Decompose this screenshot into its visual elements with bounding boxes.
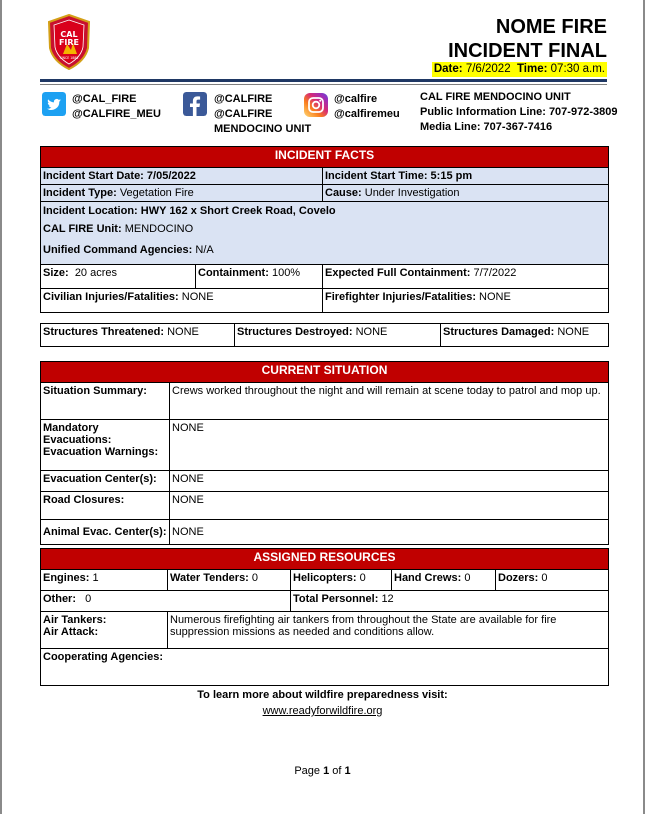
start-date-value: 7/05/2022 <box>146 170 196 182</box>
mandatory-value: NONE <box>170 420 609 471</box>
cause-label: Cause: <box>325 187 362 199</box>
roads-label: Road Closures: <box>41 492 170 520</box>
summary-label: Situation Summary: <box>41 383 170 420</box>
water-value: 0 <box>251 572 259 584</box>
containment-cell <box>196 265 323 289</box>
engines-value: 1 <box>92 572 99 584</box>
structures-table <box>40 323 609 347</box>
structures-damaged-cell <box>441 324 609 347</box>
header-rule-thick <box>40 79 607 82</box>
incident-type-value: Vegetation Fire <box>119 187 194 199</box>
cause-value: Under Investigation <box>364 187 460 199</box>
mandatory-label: Mandatory Evacuations: <box>43 422 112 446</box>
crews-value: 0 <box>464 572 471 584</box>
title-line1: NOME FIRE <box>495 16 607 38</box>
unit-value: MENDOCINO <box>124 223 194 235</box>
other-cell <box>41 591 291 612</box>
page-title <box>448 15 607 63</box>
dozers-cell <box>496 570 609 591</box>
damaged-label: Structures Damaged: <box>443 326 555 338</box>
assigned-resources-header: ASSIGNED RESOURCES <box>41 549 609 570</box>
air-attack-label: Air Attack: <box>43 626 99 638</box>
heli-value: 0 <box>359 572 366 584</box>
size-label: Size: <box>43 267 69 279</box>
public-info-line: Public Information Line: 707-972-3809 <box>420 106 618 118</box>
air-label-cell <box>41 612 168 649</box>
damaged-value: NONE <box>557 326 590 338</box>
civilian-injuries-cell <box>41 289 323 313</box>
start-time-cell <box>323 168 609 185</box>
animal-value: NONE <box>170 520 609 545</box>
centers-value: NONE <box>170 471 609 492</box>
start-date-cell <box>41 168 323 185</box>
dozers-label: Dozers: <box>498 572 539 584</box>
civilian-label: Civilian Injuries/Fatalities: <box>43 291 179 303</box>
containment-value: 100% <box>271 267 301 279</box>
civilian-value: NONE <box>181 291 214 303</box>
instagram-handle-2[interactable]: @calfiremeu <box>334 108 400 120</box>
other-value: 0 <box>85 593 92 605</box>
warnings-label: Evacuation Warnings: <box>43 446 159 458</box>
expected-label: Expected Full Containment: <box>325 267 471 279</box>
incident-type-label: Incident Type: <box>43 187 117 199</box>
twitter-icon[interactable] <box>42 92 66 116</box>
structures-threatened-cell <box>41 324 235 347</box>
current-situation-header: CURRENT SITUATION <box>41 362 609 383</box>
destroyed-label: Structures Destroyed: <box>237 326 353 338</box>
preparedness-text: To learn more about wildfire preparedness visit: <box>197 689 448 701</box>
incident-type-cell <box>41 185 323 202</box>
summary-value: Crews worked throughout the night and will remain at scene today to patrol and mop up. <box>170 383 609 420</box>
firefighter-label: Firefighter Injuries/Fatalities: <box>325 291 476 303</box>
water-tenders-cell <box>168 570 291 591</box>
time-value: 07:30 a.m. <box>550 63 605 75</box>
size-cell <box>41 265 196 289</box>
facebook-handle-1[interactable]: @CALFIRE <box>214 93 273 105</box>
threatened-label: Structures Threatened: <box>43 326 165 338</box>
preparedness-link[interactable]: www.readyforwildfire.org <box>262 705 383 717</box>
firefighter-value: NONE <box>479 291 511 303</box>
cal-fire-logo <box>47 14 91 70</box>
personnel-value: 12 <box>381 593 394 605</box>
engines-cell <box>41 570 168 591</box>
date-value: 7/6/2022 <box>465 63 511 75</box>
header-rule-thin <box>40 84 607 85</box>
centers-label: Evacuation Center(s): <box>41 471 170 492</box>
location-cell <box>41 202 609 265</box>
start-time-value: 5:15 pm <box>430 170 473 182</box>
animal-label: Animal Evac. Center(s): <box>41 520 170 545</box>
twitter-handles <box>72 92 161 122</box>
unit-label: CAL FIRE Unit: <box>43 223 122 235</box>
start-time-label: Incident Start Time: <box>325 170 428 182</box>
date-time-line <box>432 62 607 77</box>
air-tankers-label: Air Tankers: <box>43 614 107 626</box>
water-label: Water Tenders: <box>170 572 249 584</box>
facebook-handle-3[interactable]: MENDOCINO UNIT <box>214 123 312 135</box>
firefighter-injuries-cell <box>323 289 609 313</box>
unified-label: Unified Command Agencies: <box>43 244 193 256</box>
air-text: Numerous firefighting air tankers from throughout the State are available for fire suppression missions as needed and conditions allow. <box>168 612 609 649</box>
incident-facts-table <box>40 146 609 313</box>
media-line: Media Line: 707-367-7416 <box>420 121 553 133</box>
facebook-handle-2[interactable]: @CALFIRE <box>214 108 273 120</box>
hand-crews-cell <box>392 570 496 591</box>
helicopters-cell <box>291 570 392 591</box>
page-number <box>0 765 645 777</box>
location-label: Incident Location: <box>43 205 138 217</box>
engines-label: Engines: <box>43 572 90 584</box>
heli-label: Helicopters: <box>293 572 357 584</box>
instagram-icon[interactable] <box>304 93 328 117</box>
date-label: Date: <box>433 63 463 75</box>
instagram-handles <box>334 92 400 122</box>
start-date-label: Incident Start Date: <box>43 170 144 182</box>
facebook-icon[interactable] <box>183 92 207 116</box>
page-num: 1 <box>323 765 330 777</box>
size-value: 20 acres <box>74 267 118 279</box>
page-of: of <box>332 765 342 777</box>
destroyed-value: NONE <box>355 326 388 338</box>
dozers-value: 0 <box>541 572 548 584</box>
logo-text-top: CAL <box>60 30 78 39</box>
facebook-handles <box>214 92 311 137</box>
twitter-handle-1[interactable]: @CAL_FIRE <box>72 93 137 105</box>
twitter-handle-2[interactable]: @CALFIRE_MEU <box>72 108 161 120</box>
current-situation-table <box>40 361 609 545</box>
unit-contact-info <box>420 90 617 135</box>
unit-name: CAL FIRE MENDOCINO UNIT <box>420 91 571 103</box>
logo-since: SINCE 1885 <box>59 56 79 60</box>
evacuations-label-cell <box>41 420 170 471</box>
title-line2: INCIDENT FINAL <box>448 40 607 62</box>
expected-containment-cell <box>323 265 609 289</box>
roads-value: NONE <box>170 492 609 520</box>
assigned-resources-table <box>40 548 609 686</box>
structures-destroyed-cell <box>235 324 441 347</box>
unified-value: N/A <box>195 244 214 256</box>
personnel-label: Total Personnel: <box>293 593 379 605</box>
expected-value: 7/7/2022 <box>473 267 517 279</box>
location-value: HWY 162 x Short Creek Road, Covelo <box>140 205 336 217</box>
containment-label: Containment: <box>198 267 269 279</box>
cooperating-agencies-label: Cooperating Agencies: <box>41 649 609 686</box>
other-label: Other: <box>43 593 76 605</box>
logo-text-bottom: FIRE <box>58 38 80 47</box>
threatened-value: NONE <box>167 326 199 338</box>
cause-cell <box>323 185 609 202</box>
total-personnel-cell <box>291 591 609 612</box>
incident-facts-header: INCIDENT FACTS <box>41 147 609 168</box>
crews-label: Hand Crews: <box>394 572 462 584</box>
page-prefix: Page <box>294 765 321 777</box>
page-total: 1 <box>344 765 351 777</box>
instagram-handle-1[interactable]: @calfire <box>334 93 378 105</box>
time-label: Time: <box>516 63 548 75</box>
